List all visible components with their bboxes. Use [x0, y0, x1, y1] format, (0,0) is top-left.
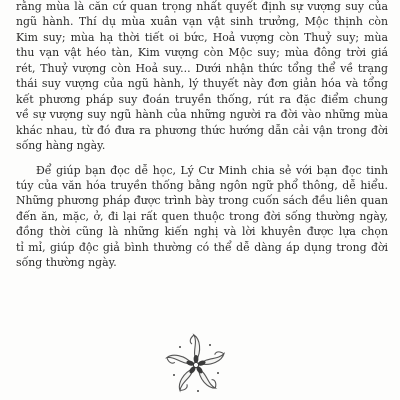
text-line: ngũ hành. Thí dụ mùa xuân vạn vật sinh trưởng, Mộc thịnh còn [16, 15, 388, 29]
text-line: rằng mùa là căn cứ quan trọng nhất quyết định sự vượng suy của [16, 0, 388, 13]
text-line: đồng thời cũng là những kiến nghị và lời khuyên được lựa chọn [16, 225, 388, 239]
paragraph-gap [16, 154, 388, 163]
text-line: sống hàng ngày. [16, 139, 106, 153]
text-line: Kim suy; mùa hạ thời tiết oi bức, Hoả vượng còn Thuỷ suy; mùa [16, 30, 388, 44]
text-line: đến ăn, mặc, ở, đi lại rất quen thuộc trong đời sống thường ngày, [16, 209, 388, 223]
text-line: thái suy vượng của ngũ hành, lý thuyết này đơn giản hóa và tổng [16, 77, 388, 91]
text-line: Để giúp bạn đọc dễ học, Lý Cư Minh chia sẻ với bạn đọc tinh [36, 163, 388, 177]
body-text [16, 0, 388, 271]
text-line: thu vạn vật héo tàn, Kim vượng còn Mộc suy; mùa đông trời giá [16, 46, 388, 60]
text-line: khác nhau, từ đó đưa ra phương thức hướng dẫn cải vận trong đời [16, 123, 388, 137]
text-line: Những phương pháp được trình bày trong cuốn sách đều liên quan [16, 194, 388, 208]
text-line: túy của văn hóa truyền thống bằng ngôn ngữ phổ thông, dễ hiểu. [16, 178, 388, 192]
text-line: sống thường ngày. [16, 256, 117, 270]
text-line: tỉ mỉ, giúp độc giả bình thường có thể dễ dàng áp dụng trong đời [16, 240, 388, 254]
paragraph-1 [16, 0, 388, 154]
text-line: về sự vượng suy ngũ hành của những người ra đời vào những mùa [16, 108, 388, 122]
paragraph-2 [16, 163, 388, 271]
text-line: kết phương pháp suy đoán truyền thống, rút ra đặc điểm chung [16, 92, 388, 106]
text-line: rét, Thuỷ vượng còn Hoả suy... Dưới nhận thức tổng thể về trạng [16, 61, 388, 75]
floral-ornament-icon [158, 333, 234, 399]
